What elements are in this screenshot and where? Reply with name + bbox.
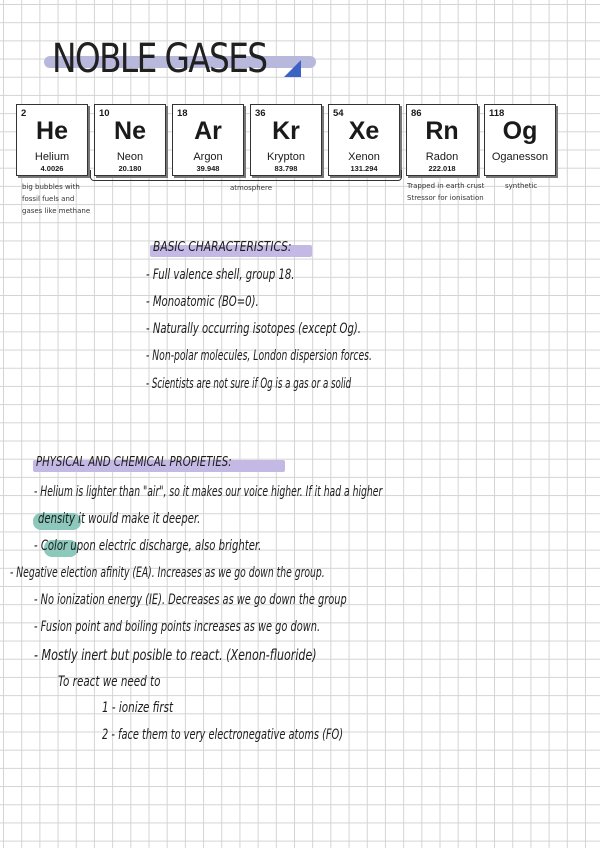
- element-name: Radon: [425, 151, 459, 163]
- atomic-number: 118: [489, 108, 505, 119]
- atmosphere-brace: [90, 170, 402, 181]
- element-name: Argon: [193, 151, 223, 163]
- note-line: fossil fuels and: [22, 195, 75, 203]
- basic-item: - Scientists are not sure if Og is a gas or a solid: [146, 376, 352, 392]
- color-highlight-text: Color: [40, 538, 68, 554]
- element-symbol: Rn: [425, 117, 459, 145]
- density-highlight-text: density: [38, 511, 75, 527]
- element-card-helium: [16, 104, 88, 176]
- color-rest-text: upon electric discharge, also brighter.: [67, 538, 262, 554]
- note-line: Stressor for ionisation: [407, 194, 484, 202]
- basic-heading: BASIC CHARACTERISTICS:: [153, 240, 292, 255]
- basic-item: - Monoatomic (BO=0).: [146, 294, 259, 310]
- color-prefix-text: -: [34, 538, 41, 554]
- physical-item-density: [38, 511, 200, 527]
- element-symbol: Ne: [114, 117, 146, 145]
- note-line: Trapped in earth crust: [407, 182, 485, 190]
- element-name: Krypton: [267, 151, 305, 163]
- element-card-radon: [406, 104, 478, 176]
- physical-item: - Fusion point and boiling points increases as we go down.: [34, 619, 321, 635]
- atomic-number: 10: [99, 108, 110, 119]
- element-card-oganesson: [484, 104, 556, 176]
- page-title: NOBLE GASES: [52, 36, 267, 82]
- density-rest-text: it would make it deeper.: [74, 511, 201, 527]
- title-triangle-decoration: [284, 60, 301, 77]
- atomic-number: 86: [411, 108, 422, 119]
- oganesson-note: synthetic: [505, 182, 538, 190]
- physical-subitem: 2 - face them to very electronegative atoms (FO): [102, 727, 344, 743]
- element-card-neon: [94, 104, 166, 176]
- physical-item: - No ionization energy (IE). Decreases as we go down the group: [34, 592, 347, 608]
- atomic-mass: 4.0026: [40, 164, 64, 173]
- radon-note: [407, 180, 484, 204]
- element-name: Helium: [34, 151, 70, 163]
- basic-item: - Naturally occurring isotopes (except Og).: [146, 321, 361, 337]
- physical-item: - Negative election afinity (EA). Increases as we go down the group.: [10, 565, 325, 581]
- element-symbol: Kr: [272, 117, 300, 145]
- element-name: Oganesson: [491, 151, 549, 163]
- atomic-mass: 83.798: [274, 164, 298, 173]
- physical-subitem: To react we need to: [58, 674, 161, 690]
- atomic-mass: 39.948: [196, 164, 220, 173]
- basic-item: - Non-polar molecules, London dispersion forces.: [146, 348, 372, 364]
- atomic-number: 54: [333, 108, 344, 119]
- element-symbol: He: [36, 117, 68, 145]
- element-symbol: Ar: [194, 117, 222, 145]
- note-line: gases like methane: [22, 207, 91, 215]
- atomic-mass: 222.018: [428, 164, 456, 173]
- helium-note: [22, 181, 90, 217]
- physical-heading: PHYSICAL AND CHEMICAL PROPIETIES:: [36, 455, 232, 470]
- physical-item-color: [34, 538, 261, 554]
- atomic-number: 36: [255, 108, 266, 119]
- physical-item: - Helium is lighter than "air", so it makes our voice higher. If it had a higher: [34, 484, 383, 500]
- element-name: Neon: [116, 151, 144, 163]
- physical-subitem: 1 - ionize first: [102, 700, 174, 716]
- physical-item: - Mostly inert but posible to react. (Xenon-fluoride): [34, 646, 317, 664]
- atomic-mass: 131.294: [350, 164, 378, 173]
- atomic-number: 18: [177, 108, 188, 119]
- basic-item: - Full valence shell, group 18.: [146, 267, 295, 283]
- atomic-number: 2: [21, 108, 27, 119]
- element-card-xenon: [328, 104, 400, 176]
- element-name: Xenon: [348, 151, 380, 163]
- element-symbol: Xe: [348, 117, 380, 145]
- atomic-mass: 20.180: [118, 164, 142, 173]
- element-card-argon: [172, 104, 244, 176]
- element-symbol: Og: [502, 117, 538, 145]
- atmosphere-note: atmosphere: [230, 184, 272, 192]
- element-card-krypton: [250, 104, 322, 176]
- note-line: big bubbles with: [22, 183, 80, 191]
